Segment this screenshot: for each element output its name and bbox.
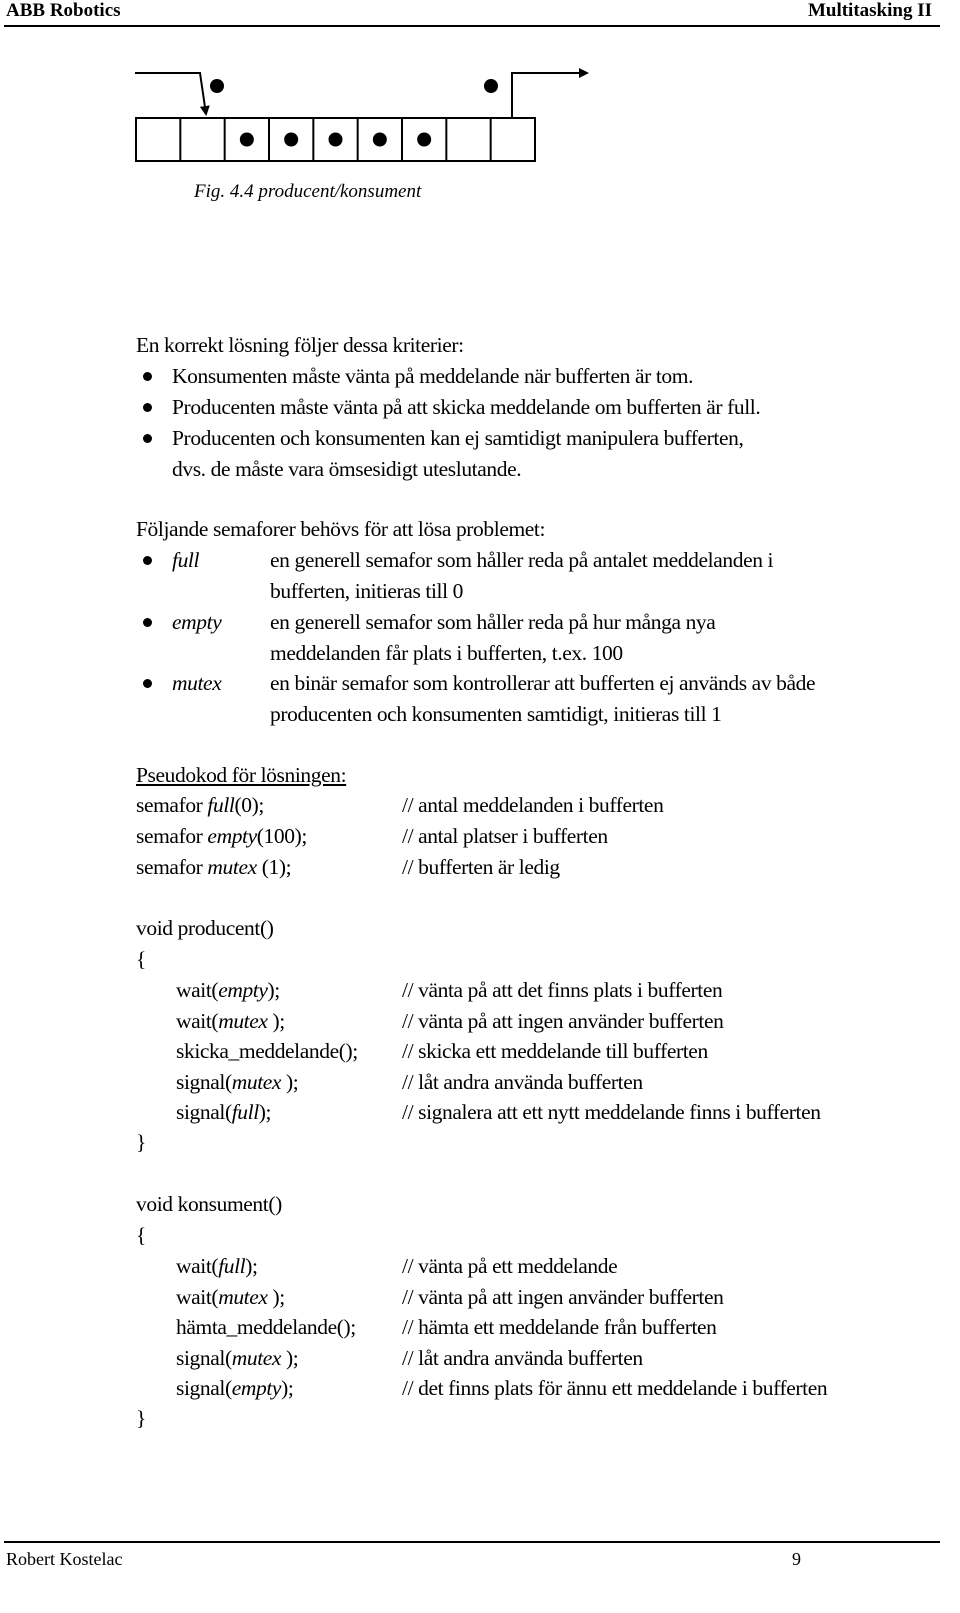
criteria-intro: En korrekt lösning följer dessa kriterier: [136,333,464,357]
code-text: ); [267,1284,285,1309]
code-text: (100); [256,824,307,848]
bullet [143,556,152,565]
code-text: hämta_meddelande(); [176,1315,356,1340]
bullet [143,434,152,443]
code-text: (1); [256,855,292,879]
code-line [136,790,264,820]
code-text: ); [281,1069,299,1094]
code-comment: // signalera att ett nytt meddelande finns i bufferten [402,1100,821,1125]
code-text: (0); [234,793,264,817]
code-line [176,1312,356,1342]
code-text: semafor [136,793,208,817]
semaphore-desc: meddelanden får plats i bufferten, t.ex. 100 [270,641,623,665]
semaphores-intro: Följande semaforer behövs för att lösa problemet: [136,517,546,541]
code-comment: // det finns plats för ännu ett meddelande i bufferten [402,1376,828,1401]
code-line [176,1097,271,1127]
code-identifier: empty [207,824,257,848]
consumer-signature: void konsument() [136,1192,282,1216]
code-text: ); [267,978,280,1002]
header-left: ABB Robotics [6,0,121,21]
code-text: wait( [176,1008,219,1033]
code-line [136,821,307,851]
code-text: ); [258,1100,272,1125]
code-comment: // hämta ett meddelande från bufferten [402,1315,717,1340]
open-brace: { [136,947,146,971]
code-comment: // vänta på att ingen använder bufferten [402,1008,724,1033]
code-text: ); [281,1376,294,1401]
code-comment: // antal platser i bufferten [402,824,608,848]
code-identifier: mutex [231,1069,282,1094]
code-identifier: empty [218,978,268,1002]
semaphore-name-mutex: mutex [172,671,222,695]
code-text: wait( [176,1254,219,1278]
code-text: ); [267,1008,285,1033]
code-text: signal( [176,1100,232,1125]
bullet [143,372,152,381]
footer-page-number: 9 [792,1549,801,1569]
code-comment: // låt andra använda bufferten [402,1069,643,1094]
consumer-pointer-dot [484,79,498,93]
producer-pointer-arrow [135,73,206,114]
code-comment: // vänta på att ingen använder bufferten [402,1284,724,1309]
close-brace: } [136,1406,146,1430]
buffer-message-dot [373,133,387,147]
code-text: skicka_meddelande(); [176,1039,358,1064]
code-text: wait( [176,978,219,1002]
buffer-message-dot [284,133,298,147]
code-comment: // vänta på ett meddelande [402,1254,618,1278]
pseudocode-heading: Pseudokod för lösningen: [136,763,347,787]
semaphore-desc: bufferten, initieras till 0 [270,579,463,603]
criteria-item: Producenten måste vänta på att skicka meddelande om bufferten är full. [172,395,761,419]
code-comment: // vänta på att det finns plats i bufferten [402,978,723,1002]
code-identifier: mutex [218,1284,268,1309]
code-identifier: mutex [218,1008,268,1033]
producer-pointer-dot [210,79,224,93]
code-text: semafor [136,855,208,879]
bullet [143,618,152,627]
semaphore-name-empty: empty [172,610,222,634]
code-line [176,1343,298,1373]
code-identifier: full [207,793,235,817]
bullet [143,679,152,688]
semaphore-name-full: full [172,548,200,572]
buffer-message-dot [240,133,254,147]
code-comment: // skicka ett meddelande till bufferten [402,1039,708,1064]
code-line [176,1036,358,1066]
bullet [143,403,152,412]
code-text: wait( [176,1284,219,1309]
code-line [176,1282,285,1312]
code-text: signal( [176,1345,232,1370]
code-text: signal( [176,1069,232,1094]
code-text: ); [281,1345,299,1370]
code-identifier: mutex [207,855,257,879]
figure-caption: Fig. 4.4 producent/konsument [194,181,422,202]
criteria-item-continuation: dvs. de måste vara ömsesidigt uteslutande. [172,457,522,481]
code-identifier: empty [231,1376,282,1401]
buffer-message-dot [417,133,431,147]
criteria-item: Konsumenten måste vänta på meddelande när bufferten är tom. [172,364,694,388]
code-line [176,1251,258,1281]
close-brace: } [136,1130,146,1154]
semaphore-desc: en generell semafor som håller reda på antalet meddelanden i [270,548,774,572]
code-comment: // bufferten är ledig [402,855,560,879]
producer-consumer-buffer-diagram [0,0,960,180]
semaphore-desc: producenten och konsumenten samtidigt, initieras till 1 [270,702,722,726]
code-text: signal( [176,1376,232,1401]
code-text: ); [245,1254,258,1278]
consumer-pointer-arrow [512,73,587,118]
code-comment: // låt andra använda bufferten [402,1345,643,1370]
semaphore-desc: en binär semafor som kontrollerar att bufferten ej används av både [270,671,816,695]
buffer-message-dot [329,133,343,147]
code-line [176,1067,298,1097]
footer-rule [4,1541,940,1543]
footer-author: Robert Kostelac [6,1549,123,1569]
code-identifier: full [218,1254,246,1278]
code-identifier: full [231,1100,259,1125]
code-line [176,1373,293,1403]
open-brace: { [136,1223,146,1247]
code-line [176,975,280,1005]
semaphore-desc: en generell semafor som håller reda på hur många nya [270,610,716,634]
code-identifier: mutex [231,1345,282,1370]
code-line [136,852,291,882]
header-right: Multitasking II [807,0,932,21]
code-text: semafor [136,824,208,848]
code-line [176,1006,285,1036]
producer-signature: void producent() [136,916,274,940]
code-comment: // antal meddelanden i bufferten [402,793,664,817]
criteria-item: Producenten och konsumenten kan ej samtidigt manipulera bufferten, [172,426,744,450]
